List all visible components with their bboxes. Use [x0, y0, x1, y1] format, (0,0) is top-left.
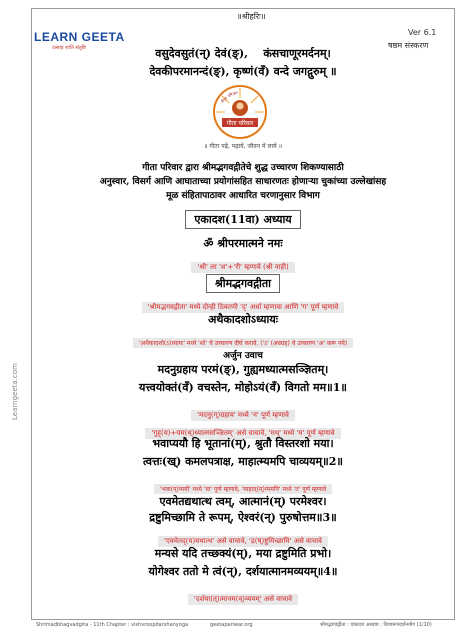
intro-line-2: अनुस्वार, विसर्ग आणि आघाताच्या प्रयोगांसहित साधारणतः होणाऱ्या चुकांच्या उल्लेखांसह: [99, 177, 387, 187]
verse-4-line-2: योगेश्वर ततो मे त्वं(न्), दर्शयात्मानमव्ययम्॥4॥: [148, 565, 338, 578]
speaker-label: अर्जुन उवाच: [223, 351, 263, 361]
invocation-line-2: देवकीपरमानन्दं(ङ्), कृष्णं(वँ) वन्दे जगद्गुरुम् ॥: [149, 65, 337, 78]
verse-4-line-1: मन्यसे यदि तच्छक्यं(म्), मया द्रष्टुमिति प्रभो।: [154, 547, 332, 560]
top-invocation: ॥श्रीहरिः॥: [237, 12, 266, 21]
intro-line-1: गीता परिवार द्वारा श्रीमद्भगवद्गीतेचे शुद्ध उच्चारण शिकण्यासाठी: [142, 163, 344, 173]
emblem-banner: गीता परिवार: [226, 120, 254, 127]
emblem-motto: ॥ गीता पढ़ें, पढ़ायें, जीवन में लायें ॥: [203, 143, 283, 150]
verse-2-line-1: भवाप्ययौ हि भूतानां(म्), श्रुतौ विस्तरशो मया।: [152, 437, 334, 450]
om-line: ॐ श्रीपरमात्मने नमः: [203, 237, 283, 250]
invocation-line-1: [31, 46, 455, 61]
version-label: Ver 6.1: [408, 28, 437, 37]
chapter-title-wrap: [31, 208, 455, 229]
note-verse-1b: 'गुह्(य)+यम(ध्)ध्यात्मसञ्ज्ञितम्' असे वाचावे, 'मध्' मध्ये 'म' पूर्ण म्हणावे: [145, 428, 340, 439]
verse-1-line-1: मदनुग्रहाय परमं(ङ्), गुह्यमध्यात्मसञ्ज्ञितम्।: [157, 363, 329, 376]
chapter-heading: अथैकादशोऽध्यायः: [207, 313, 278, 326]
verse-2-line-2: त्वत्तः(ख्) कमलपत्राक्ष, माहात्म्यमपि चाव्ययम्॥2॥: [143, 455, 343, 468]
sidebar-url[interactable]: Learngeeta.com: [11, 363, 19, 420]
verse-3-line-2: द्रष्टुमिच्छामि ते रूपम्, ऐश्वरं(न्) पुरुषोत्तम॥3॥: [149, 511, 337, 524]
note-heading: 'अथैकादशो(ऽ)ध्यायः' मध्ये 'शो' चे उच्चारण दीर्घ करावे. ('ऽ' (अवग्रह) चे उच्चारण 'अ' करू नये): [133, 338, 353, 348]
logo-tagline: उत्साह शांति संतुष्टि: [52, 45, 86, 51]
note-verse-4: 'दर्शया(त्)त्मानम(व्)व्ययम्' असे वाचावे: [188, 594, 298, 605]
logo-text: LEARN GEETA: [34, 30, 125, 44]
intro-line-3: मूळ संहितापाठावर आधारित चरणानुसार विभाग: [166, 191, 320, 201]
note-verse-3: 'एवमेतद्(य)यथात्थ' असे वाचावे, 'द्र(ष्)ष्टुमिच्छामि' असे वाचावे: [158, 536, 328, 547]
footer-center[interactable]: geetapariwar.org: [210, 622, 253, 628]
emblem-arc-text: गीता परिवार: [219, 90, 239, 104]
note-gita: 'श्रीमद्भगवद्गीता' मध्ये दोन्ही ठिकाणी 'द्' अर्धा म्हणावा आणि 'ग' पूर्ण म्हणावे: [142, 302, 345, 313]
note-shree: 'श्री' ला 'श'+'री' म्हणावे (श्री नाही): [191, 262, 294, 273]
invocation-part-b: कंसचाणूरमर्दनम्।: [263, 47, 331, 60]
gita-title: श्रीमद्भगवद्गीता: [206, 274, 280, 293]
verse-1-line-2: यत्त्वयोक्तं(वँ) वचस्तेन, मोहोऽयं(वँ) विगतो मम॥1॥: [139, 381, 347, 394]
gita-parivar-emblem: [212, 84, 268, 140]
verse-3-line-1: एवमेतद्यथात्थ त्वम्, आत्मानं(म्) परमेश्वर।: [159, 495, 327, 508]
chapter-title: एकादश(11वा) अध्याय: [185, 210, 300, 229]
footer-right: श्रीमद्भगवद्गीता : एकादश अध्याय : विश्वरूपदर्शनयोग (1/10): [320, 622, 432, 628]
note-verse-2: 'भवा(प्)प्ययौ' मध्ये 'वा' पूर्ण म्हणावे, 'माहात्(म्)म्यमपि' मध्ये 'त' पूर्ण म्हणावे: [154, 484, 332, 494]
invocation-part-a: वसुदेवसुतं(न्) देवं(ङ्),: [155, 47, 248, 60]
footer-left: Shrimadbhagvadgita - 11th Chapter : vishvroopdarshanyoga: [36, 622, 189, 628]
note-verse-1: 'मदनु(ग्)ग्रहाय' मध्ये 'न' पूर्ण म्हणावे: [191, 410, 295, 421]
edition-label: षष्ठम संस्करण: [388, 41, 429, 50]
